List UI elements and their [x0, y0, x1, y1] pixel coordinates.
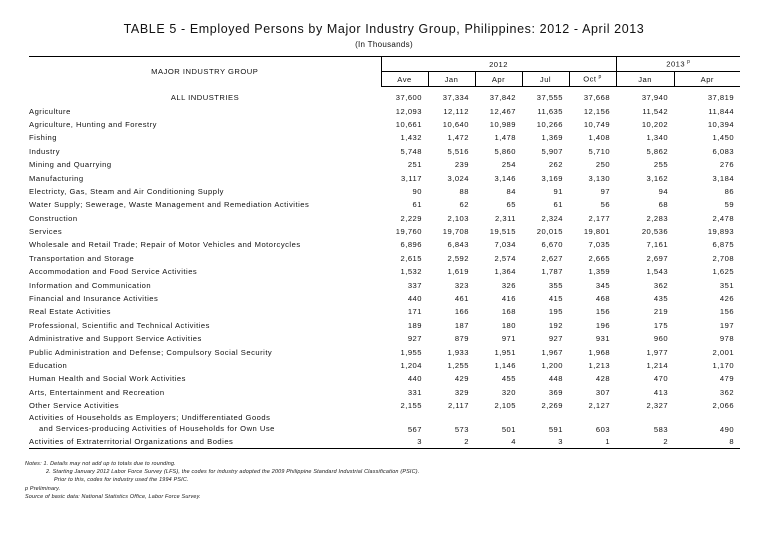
row-label: [29, 412, 381, 434]
table-cell: 2,229: [400, 213, 422, 223]
table-cell: 1,968: [588, 347, 611, 357]
table-cell: 262: [548, 160, 563, 170]
row-label-text: Manufacturing: [29, 173, 84, 183]
row-label: [29, 225, 381, 238]
table-cell: 320: [501, 387, 516, 397]
table-cell: 3,146: [494, 173, 516, 183]
table-cell: 1,213: [588, 361, 611, 370]
table-row: [29, 131, 740, 144]
table-cell: 307: [595, 387, 611, 397]
table-cell: 1,951: [494, 347, 516, 357]
row-label-text: Financial and Insurance Activities: [29, 294, 159, 304]
row-label: [29, 359, 381, 372]
table-cell: 5,516: [447, 146, 469, 156]
table-cell: 37,842: [489, 93, 516, 103]
row-label-text: Mining and Quarrying: [29, 160, 112, 170]
table-cell: 323: [454, 280, 469, 290]
table-cell: 91: [553, 186, 563, 196]
table-cell: 10,989: [489, 119, 516, 129]
table-cell: 428: [595, 374, 611, 384]
table-cell: 1,214: [646, 361, 669, 370]
table-cell: 189: [407, 320, 422, 330]
table-cell: 171: [407, 307, 422, 317]
row-label: [29, 305, 381, 318]
row-label-text: Arts, Entertainment and Recreation: [29, 387, 165, 397]
table-cell: 1: [569, 434, 616, 448]
table-cell: 187: [454, 320, 469, 330]
table-cell: 5,862: [646, 146, 669, 156]
table-cell: 2,103: [447, 213, 469, 223]
row-label: [29, 171, 381, 184]
row-label-text: Human Health and Social Work Activities: [29, 374, 186, 384]
table-cell: 1,170: [712, 361, 735, 370]
note-line: Notes: 1. Details may not add up to totals due to rounding.: [25, 461, 176, 467]
table-cell: 583: [653, 425, 669, 435]
table-cell: 1,472: [447, 133, 469, 143]
table-cell: 276: [719, 160, 735, 170]
row-label-text: Agriculture: [29, 106, 71, 116]
table-cell: 2,117: [448, 401, 469, 411]
table-cell: 978: [719, 334, 735, 344]
row-label-text: Agriculture, Hunting and Forestry: [29, 119, 157, 129]
table-cell: 415: [548, 294, 563, 304]
table-cell: 927: [548, 334, 563, 344]
table-row: [29, 292, 740, 305]
column-header-month: Oct $^p$: [569, 72, 616, 87]
table-cell: 1,787: [541, 267, 563, 277]
table-cell: 440: [407, 294, 422, 304]
table-row: [29, 305, 740, 318]
table-cell: 37,555: [536, 93, 563, 103]
note-line: Prior to this, codes for industry used the 1994 PSIC.: [54, 477, 189, 484]
table-cell: 166: [454, 307, 469, 317]
table-cell: 329: [454, 387, 469, 397]
row-label-text: Education: [29, 361, 68, 370]
table-cell: 1,200: [541, 361, 563, 370]
table-cell: 1,432: [400, 133, 422, 143]
table-cell: 448: [548, 374, 563, 384]
table-cell: 2,615: [400, 253, 422, 263]
table-cell: 2,283: [646, 213, 669, 223]
row-label-text: ALL INDUSTRIES: [170, 92, 240, 102]
table-cell: 1,450: [712, 133, 735, 143]
table-row: [29, 345, 740, 358]
table-cell: 1,369: [541, 133, 563, 143]
table-cell: 435: [653, 294, 669, 304]
table-cell: 2,001: [712, 347, 735, 357]
row-label: [29, 238, 381, 251]
table-cell: 931: [595, 334, 611, 344]
table-cell: 175: [653, 320, 669, 330]
table-cell: 455: [501, 374, 516, 384]
table-cell: 37,940: [641, 93, 669, 103]
table-row: [29, 278, 740, 291]
table-cell: 1,146: [494, 361, 516, 370]
column-header-year-2013: 2013 $^p$: [616, 57, 740, 72]
table-cell: 156: [719, 307, 735, 317]
row-label: [29, 87, 381, 105]
table-row: [29, 185, 740, 198]
row-label: [29, 158, 381, 171]
table-cell: 61: [412, 200, 422, 210]
table-cell: 927: [407, 334, 422, 344]
column-header-industry-group: MAJOR INDUSTRY GROUP: [29, 57, 381, 87]
note-line: p Preliminary.: [25, 485, 61, 492]
table-cell: 62: [459, 200, 469, 210]
table-cell: 362: [653, 280, 669, 290]
table-cell: 94: [658, 186, 669, 196]
table-cell: 2,708: [712, 253, 735, 263]
table-cell: 250: [595, 160, 611, 170]
table-cell: 2,478: [712, 213, 735, 223]
row-label-text: Transportation and Storage: [29, 253, 135, 263]
table-cell: 2: [616, 434, 674, 448]
table-cell: 19,515: [489, 227, 516, 237]
table-cell: 337: [407, 280, 422, 290]
table-row: [29, 372, 740, 385]
column-header-year-2012: 2012: [381, 57, 616, 72]
row-label: [29, 386, 381, 399]
row-label-text: Other Service Activities: [29, 401, 120, 411]
row-label-text: Information and Communication: [29, 280, 152, 290]
table-cell: 195: [548, 307, 563, 317]
table-cell: 1,967: [541, 347, 563, 357]
table-cell: 1,204: [400, 361, 422, 370]
table-cell: 61: [553, 200, 563, 210]
table-cell: 196: [595, 320, 611, 330]
row-label-text: Fishing: [29, 133, 57, 143]
table-cell: 254: [501, 160, 516, 170]
row-label: [29, 198, 381, 211]
table-cell: 12,156: [583, 106, 611, 116]
table-cell: 7,035: [588, 240, 611, 250]
table-cell: 10,661: [395, 119, 422, 129]
table-row: [29, 319, 740, 332]
table-cell: 1,625: [712, 267, 735, 277]
table-cell: 490: [719, 425, 735, 435]
table-cell: 6,670: [541, 240, 563, 250]
note-line: 2. Starting January 2012 Labor Force Survey (LFS), the codes for industry adopted the 2009 Philippine Standard Industrial Classification (PSIC).: [46, 469, 420, 476]
table-cell: 5,748: [400, 146, 422, 156]
table-row: [29, 198, 740, 211]
table-cell: 1,543: [646, 267, 669, 277]
table-cell: 5,710: [588, 146, 611, 156]
row-label-text: Activities of Extraterritorial Organizations and Bodies: [29, 436, 234, 446]
table-cell: 37,600: [395, 93, 422, 103]
table-cell: 1,933: [447, 347, 469, 357]
table-cell: 10,640: [442, 119, 469, 129]
table-cell: 362: [719, 387, 735, 397]
table-cell: 156: [595, 307, 611, 317]
table-cell: 20,536: [641, 227, 669, 237]
table-row: [29, 171, 740, 184]
table-row: [29, 225, 740, 238]
table-cell: 591: [548, 425, 563, 435]
table-cell: 879: [454, 334, 469, 344]
row-label-text: Electricty, Gas, Steam and Air Conditioning Supply: [29, 186, 224, 196]
table-cell: 479: [719, 374, 735, 384]
row-label: [29, 372, 381, 385]
row-label-text: Wholesale and Retail Trade; Repair of Motor Vehicles and Motorcycles: [29, 240, 301, 250]
table-cell: 413: [653, 387, 669, 397]
table-cell: 2,627: [541, 253, 563, 263]
table-cell: 192: [548, 320, 563, 330]
row-label: [29, 265, 381, 278]
row-label: [29, 434, 381, 448]
table-cell: 1,340: [646, 133, 669, 143]
table-cell: 7,034: [494, 240, 516, 250]
table-cell: 2,327: [646, 401, 669, 411]
table-cell: 331: [407, 387, 422, 397]
row-label-text: Activities of Households as Employers; Undifferentiated Goods: [29, 413, 271, 423]
row-label-text: and Services-producing Activities of Households for Own Use: [39, 424, 275, 434]
table-cell: 90: [412, 186, 422, 196]
row-label-text: Accommodation and Food Service Activities: [29, 267, 198, 277]
table-cell: 19,760: [395, 227, 422, 237]
table-title: TABLE 5 - Employed Persons by Major Industry Group, Philippines: 2012 - April 2013: [123, 22, 645, 36]
table-cell: 1,478: [494, 133, 516, 143]
table-cell: 86: [724, 186, 735, 196]
table-cell: 12,467: [489, 106, 516, 116]
table-row: [29, 118, 740, 131]
table-cell: 3,130: [588, 173, 611, 183]
row-label: [29, 145, 381, 158]
table-cell: 2,697: [646, 253, 669, 263]
table-row: [29, 252, 740, 265]
table-cell: 11,844: [708, 106, 735, 116]
table-cell: 573: [454, 425, 469, 435]
row-label-text: Industry: [29, 146, 61, 156]
table-cell: 197: [719, 320, 735, 330]
table-row: [29, 104, 740, 117]
table-cell: 11,635: [537, 106, 563, 116]
table-cell: 2,105: [494, 401, 516, 411]
table-cell: 12,112: [443, 106, 469, 116]
table-cell: 84: [506, 186, 516, 196]
column-header-month: Apr: [475, 72, 522, 87]
table-row: [29, 399, 740, 412]
row-label-text: Real Estate Activities: [29, 307, 111, 317]
table-cell: 37,334: [442, 93, 469, 103]
row-label: [29, 292, 381, 305]
column-header-month: Jan: [616, 72, 674, 87]
table-row: [29, 87, 740, 105]
table-cell: 180: [501, 320, 516, 330]
table-cell: 59: [724, 200, 735, 210]
table-cell: 7,161: [646, 240, 669, 250]
table-row: [29, 359, 740, 372]
table-cell: 1,408: [588, 133, 611, 143]
row-label-text: Professional, Scientific and Technical Activities: [29, 320, 210, 330]
preliminary-marker: p: [598, 74, 602, 81]
table-cell: 369: [548, 387, 563, 397]
row-label: [29, 118, 381, 131]
table-cell: 5,907: [541, 146, 563, 156]
table-row: [29, 158, 740, 171]
table-cell: 68: [658, 200, 669, 210]
table-row: [29, 386, 740, 399]
column-header-month: Apr: [674, 72, 740, 87]
table-row: [29, 145, 740, 158]
table-cell: 461: [454, 294, 469, 304]
table-cell: 1,977: [646, 347, 669, 357]
table-cell: 56: [600, 200, 611, 210]
table-cell: 345: [595, 280, 611, 290]
table-cell: 251: [407, 160, 422, 170]
table-cell: 1,532: [400, 267, 422, 277]
table-cell: 603: [595, 425, 611, 435]
table-cell: 2,177: [588, 213, 611, 223]
table-cell: 1,255: [447, 361, 469, 370]
table-cell: 501: [501, 425, 516, 435]
table-cell: 6,843: [447, 240, 469, 250]
table-cell: 440: [407, 374, 422, 384]
row-label: [29, 131, 381, 144]
row-label: [29, 252, 381, 265]
row-label: [29, 345, 381, 358]
table-cell: 5,860: [494, 146, 516, 156]
table-cell: 2,574: [494, 253, 516, 263]
table-cell: 971: [501, 334, 516, 344]
table-cell: 426: [719, 294, 735, 304]
table-cell: 1,364: [494, 267, 516, 277]
table-cell: 2,127: [588, 401, 611, 411]
table-cell: 6,875: [712, 240, 735, 250]
row-label-text: Services: [29, 227, 63, 237]
table-cell: 468: [595, 294, 611, 304]
table-cell: 4: [475, 434, 522, 448]
row-label-text: Public Administration and Defense; Compulsory Social Security: [29, 347, 273, 357]
table-cell: 3,117: [401, 173, 422, 183]
table-cell: 6,896: [400, 240, 422, 250]
table-row: [29, 434, 740, 448]
table-cell: 239: [454, 160, 469, 170]
table-cell: 11,542: [642, 106, 669, 116]
table-subtitle: (In Thousands): [355, 40, 413, 49]
table-cell: 1,955: [400, 347, 422, 357]
table-cell: 2,311: [495, 213, 516, 223]
table-cell: 19,708: [442, 227, 469, 237]
table-cell: 10,202: [641, 119, 669, 129]
preliminary-marker: p: [687, 59, 691, 66]
table-cell: 2,269: [541, 401, 563, 411]
table-cell: 355: [548, 280, 563, 290]
table-cell: 8: [674, 434, 740, 448]
table-cell: 88: [459, 186, 469, 196]
table-cell: 351: [719, 280, 735, 290]
table-cell: 3,184: [712, 173, 735, 183]
row-label: [29, 399, 381, 412]
table-cell: 470: [653, 374, 669, 384]
employment-table: [29, 56, 740, 449]
table-cell: 19,801: [583, 227, 611, 237]
row-label: [29, 104, 381, 117]
table-cell: 37,668: [583, 93, 611, 103]
table-cell: 416: [501, 294, 516, 304]
table-cell: 567: [407, 425, 422, 435]
table-cell: 97: [600, 186, 611, 196]
table-cell: 10,749: [583, 119, 611, 129]
table-cell: 10,266: [536, 119, 563, 129]
table-cell: 255: [653, 160, 669, 170]
row-label: [29, 332, 381, 345]
table-cell: 19,893: [707, 227, 735, 237]
row-label: [29, 185, 381, 198]
table-row: [29, 412, 740, 434]
table-notes: [25, 460, 419, 501]
table-cell: 6,083: [712, 146, 735, 156]
table-cell: 2: [428, 434, 475, 448]
row-label: [29, 278, 381, 291]
table-cell: 2,592: [447, 253, 469, 263]
row-label: [29, 319, 381, 332]
table-cell: 1,619: [447, 267, 469, 277]
table-cell: 2,665: [588, 253, 611, 263]
table-cell: 219: [653, 307, 669, 317]
table-cell: 2,066: [712, 401, 735, 411]
table-cell: 168: [501, 307, 516, 317]
table-cell: 65: [506, 200, 516, 210]
table-cell: 10,394: [707, 119, 735, 129]
table-cell: 3,162: [646, 173, 669, 183]
row-label-text: Administrative and Support Service Activities: [29, 334, 202, 344]
table-cell: 2,324: [541, 213, 563, 223]
column-header-month: Ave: [381, 72, 428, 87]
table-row: [29, 238, 740, 251]
table-row: [29, 212, 740, 225]
table-row: [29, 332, 740, 345]
note-line: Source of basic data: National Statistics Office, Labor Force Survey.: [25, 493, 201, 500]
column-header-month: Jul: [522, 72, 569, 87]
table-row: [29, 265, 740, 278]
row-label: [29, 212, 381, 225]
row-label-text: Water Supply; Sewerage, Waste Management and Remediation Activities: [29, 200, 310, 210]
table-cell: 3: [522, 434, 569, 448]
table-body: [29, 87, 740, 449]
table-cell: 3,169: [541, 173, 563, 183]
column-header-month: Jan: [428, 72, 475, 87]
table-cell: 326: [501, 280, 516, 290]
table-cell: 960: [653, 334, 669, 344]
table-cell: 37,819: [707, 93, 735, 103]
table-cell: 3: [381, 434, 428, 448]
table-cell: 1,359: [588, 267, 611, 277]
row-label-text: Construction: [29, 213, 78, 223]
table-cell: 429: [454, 374, 469, 384]
table-cell: 12,093: [395, 106, 422, 116]
table-cell: 20,015: [536, 227, 563, 237]
table-cell: 3,024: [447, 173, 469, 183]
table-cell: 2,155: [400, 401, 422, 411]
